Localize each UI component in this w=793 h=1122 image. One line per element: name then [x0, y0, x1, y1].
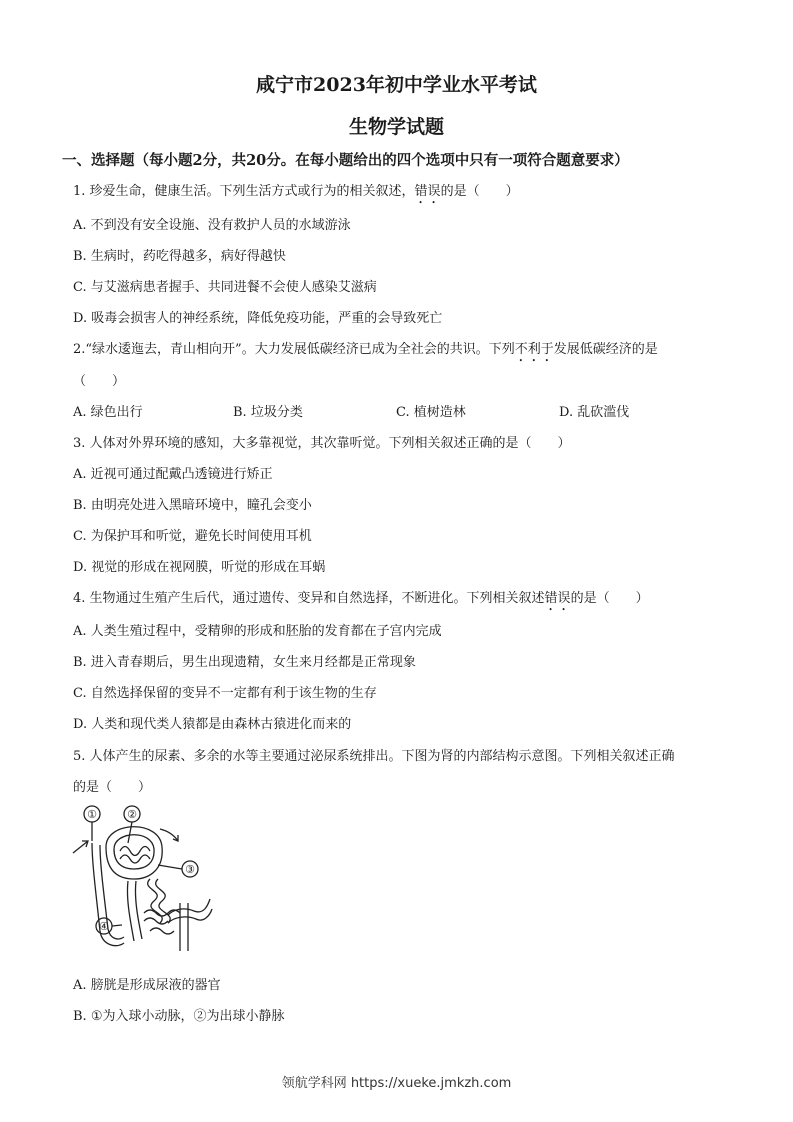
question-4-option-d: D. 人类和现代类人猿都是由森林古猿进化而来的: [73, 717, 352, 732]
question-5-stem-line-2: 的是（ ）: [73, 780, 152, 795]
question-1-stem: [73, 180, 519, 207]
question-2-option-c: C. 植树造林: [396, 405, 466, 420]
exam-subtitle: 生物学试题: [348, 116, 444, 138]
exam-title: 咸宁市2023年初中学业水平考试: [256, 74, 537, 96]
question-5-option-a: A. 膀胱是形成尿液的器官: [73, 978, 221, 993]
question-4-stem-text: 4. 生物通过生殖产生后代，通过遗传、变异和自然选择，不断进化。下列相关叙述: [73, 591, 545, 606]
question-2-emphasis: 不利于: [514, 342, 554, 357]
question-1-emphasis: 错误: [414, 184, 441, 199]
question-3-stem: 3. 人体对外界环境的感知，大多靠视觉，其次靠听觉。下列相关叙述正确的是（ ）: [73, 436, 571, 451]
question-1-stem-text: 1. 珍爱生命，健康生活。下列生活方式或行为的相关叙述，: [73, 184, 415, 199]
question-4-option-b: B. 进入青春期后，男生出现遗精，女生来月经都是正常现象: [73, 655, 416, 670]
figure-label-4: ④: [99, 920, 109, 933]
question-3-option-b: B. 由明亮处进入黑暗环境中，瞳孔会变小: [73, 498, 312, 513]
question-4-option-a: A. 人类生殖过程中，受精卵的形成和胚胎的发育都在子宫内完成: [73, 624, 442, 639]
question-3-option-d: D. 视觉的形成在视网膜，听觉的形成在耳蜗: [73, 560, 326, 575]
question-2-stem-text: 2.“绿水逶迤去，青山相向开”。大力发展低碳经济已成为全社会的共识。下列: [73, 342, 515, 357]
question-3-option-c: C. 为保护耳和听觉，避免长时间使用耳机: [73, 529, 312, 544]
question-2-paren: （ ）: [73, 374, 126, 389]
figure-label-1: ①: [87, 808, 97, 821]
kidney-nephron-diagram: [70, 803, 215, 953]
question-2-stem-end: 发展低碳经济的是: [553, 342, 658, 357]
question-5-stem-line-1: 5. 人体产生的尿素、多余的水等主要通过泌尿系统排出。下图为肾的内部结构示意图。下列相关叙述正确: [73, 749, 675, 764]
question-4-option-c: C. 自然选择保留的变异不一定都有利于该生物的生存: [73, 686, 377, 701]
question-1-option-d: D. 吸毒会损害人的神经系统，降低免疫功能，严重的会导致死亡: [73, 311, 443, 326]
question-5-option-b: B. ①为入球小动脉，②为出球小静脉: [73, 1009, 285, 1024]
question-2-option-d: D. 乱砍滥伐: [559, 405, 630, 420]
figure-label-3: ③: [185, 863, 195, 876]
figure-label-2: ②: [127, 808, 137, 821]
question-2-option-b: B. 垃圾分类: [233, 405, 303, 420]
question-3-option-a: A. 近视可通过配戴凸透镜进行矫正: [73, 467, 273, 482]
question-1-stem-end: 的是（ ）: [440, 184, 519, 199]
question-1-option-c: C. 与艾滋病患者握手、共同进餐不会使人感染艾滋病: [73, 280, 377, 295]
question-4-emphasis: 错误: [544, 591, 571, 606]
question-4-stem-end: 的是（ ）: [570, 591, 649, 606]
question-2-stem: [73, 338, 658, 365]
question-1-option-b: B. 生病时，药吃得越多，病好得越快: [73, 249, 286, 264]
question-2-option-a: A. 绿色出行: [73, 405, 143, 420]
question-4-stem: [73, 587, 649, 614]
section-heading: 一、选择题（每小题2分，共20分。在每小题给出的四个选项中只有一项符合题意要求）: [62, 152, 629, 169]
question-1-option-a: A. 不到没有安全设施、没有救护人员的水域游泳: [73, 218, 351, 233]
page-footer: 领航学科网 https://xueke.jmkzh.com: [281, 1076, 512, 1091]
